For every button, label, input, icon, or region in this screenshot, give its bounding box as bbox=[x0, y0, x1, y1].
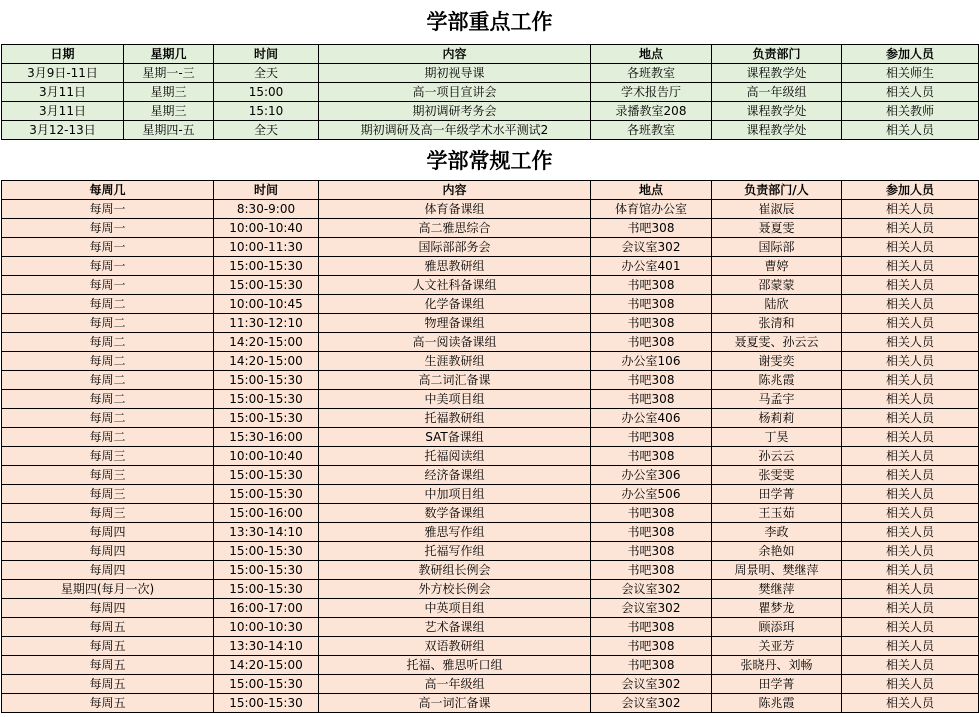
regular-table-cell: 高二雅思综合 bbox=[319, 219, 591, 238]
regular-table-cell: 相关人员 bbox=[842, 580, 979, 599]
regular-table-cell: 相关人员 bbox=[842, 390, 979, 409]
key-table-cell: 3月12-13日 bbox=[2, 121, 124, 140]
regular-table-cell: 相关人员 bbox=[842, 371, 979, 390]
key-table-cell: 学术报告厅 bbox=[591, 83, 712, 102]
key-table-cell: 高一项目宣讲会 bbox=[319, 83, 591, 102]
key-table-row bbox=[2, 121, 979, 140]
regular-table-cell: 丁昊 bbox=[712, 428, 842, 447]
regular-table-cell: 书吧308 bbox=[591, 390, 712, 409]
regular-table-cell: 每周五 bbox=[2, 656, 214, 675]
regular-table-cell: 书吧308 bbox=[591, 637, 712, 656]
key-table-cell: 15:00 bbox=[214, 83, 319, 102]
regular-table-row bbox=[2, 656, 979, 675]
regular-table-cell: 每周四 bbox=[2, 542, 214, 561]
key-table-cell: 课程教学处 bbox=[712, 121, 842, 140]
regular-table-cell: 15:00-15:30 bbox=[214, 561, 319, 580]
key-table-cell: 课程教学处 bbox=[712, 102, 842, 121]
regular-table-cell: 会议室302 bbox=[591, 599, 712, 618]
regular-table-cell: SAT备课组 bbox=[319, 428, 591, 447]
regular-table-cell: 15:00-15:30 bbox=[214, 466, 319, 485]
regular-table-cell: 高一阅读备课组 bbox=[319, 333, 591, 352]
regular-table-cell: 高一年级组 bbox=[319, 675, 591, 694]
regular-table-cell: 相关人员 bbox=[842, 314, 979, 333]
regular-table-cell: 每周二 bbox=[2, 390, 214, 409]
key-work-title: 学部重点工作 bbox=[426, 9, 553, 34]
regular-table-cell: 相关人员 bbox=[842, 599, 979, 618]
regular-table-cell: 书吧308 bbox=[591, 542, 712, 561]
regular-table-cell: 15:00-15:30 bbox=[214, 542, 319, 561]
regular-table-cell: 15:00-15:30 bbox=[214, 409, 319, 428]
regular-table-cell: 陆欣 bbox=[712, 295, 842, 314]
regular-table-cell: 相关人员 bbox=[842, 656, 979, 675]
regular-table-cell: 生涯教研组 bbox=[319, 352, 591, 371]
regular-table-cell: 15:00-15:30 bbox=[214, 675, 319, 694]
regular-table-cell: 每周一 bbox=[2, 257, 214, 276]
key-header-cell: 负责部门 bbox=[712, 45, 842, 64]
regular-table-cell: 每周四 bbox=[2, 599, 214, 618]
regular-table-cell: 相关人员 bbox=[842, 542, 979, 561]
regular-table-cell: 每周一 bbox=[2, 200, 214, 219]
regular-table-cell: 周景明、樊继萍 bbox=[712, 561, 842, 580]
regular-table-cell: 谢雯奕 bbox=[712, 352, 842, 371]
regular-table-cell: 每周一 bbox=[2, 276, 214, 295]
key-table-cell: 相关师生 bbox=[842, 64, 979, 83]
regular-work-table bbox=[1, 180, 979, 713]
regular-table-cell: 经济备课组 bbox=[319, 466, 591, 485]
regular-table-cell: 樊继萍 bbox=[712, 580, 842, 599]
regular-table-cell: 书吧308 bbox=[591, 523, 712, 542]
regular-table-row bbox=[2, 561, 979, 580]
regular-table-cell: 15:00-15:30 bbox=[214, 276, 319, 295]
regular-table-cell: 田学菁 bbox=[712, 485, 842, 504]
regular-table-cell: 教研组长例会 bbox=[319, 561, 591, 580]
key-table-cell: 相关人员 bbox=[842, 83, 979, 102]
regular-table-cell: 相关人员 bbox=[842, 523, 979, 542]
regular-table-cell: 聂夏雯、孙云云 bbox=[712, 333, 842, 352]
regular-table-cell: 体育备课组 bbox=[319, 200, 591, 219]
key-table-row bbox=[2, 102, 979, 121]
regular-table-cell: 办公室106 bbox=[591, 352, 712, 371]
regular-table-row bbox=[2, 580, 979, 599]
regular-table-cell: 张雯雯 bbox=[712, 466, 842, 485]
key-header-cell: 参加人员 bbox=[842, 45, 979, 64]
key-table-cell: 高一年级组 bbox=[712, 83, 842, 102]
regular-table-cell: 相关人员 bbox=[842, 504, 979, 523]
regular-table-row bbox=[2, 276, 979, 295]
regular-table-row bbox=[2, 447, 979, 466]
regular-table-cell: 书吧308 bbox=[591, 371, 712, 390]
regular-table-row bbox=[2, 371, 979, 390]
key-table-cell: 期初调研考务会 bbox=[319, 102, 591, 121]
regular-table-cell: 曹婷 bbox=[712, 257, 842, 276]
regular-table-row bbox=[2, 200, 979, 219]
key-table-cell: 全天 bbox=[214, 64, 319, 83]
regular-table-cell: 每周五 bbox=[2, 637, 214, 656]
regular-table-cell: 相关人员 bbox=[842, 466, 979, 485]
regular-table-row bbox=[2, 352, 979, 371]
regular-header-cell: 地点 bbox=[591, 181, 712, 200]
regular-table-cell: 10:00-10:45 bbox=[214, 295, 319, 314]
regular-table-cell: 艺术备课组 bbox=[319, 618, 591, 637]
regular-table-cell: 邵蒙蒙 bbox=[712, 276, 842, 295]
regular-table-row bbox=[2, 485, 979, 504]
regular-table-cell: 每周三 bbox=[2, 447, 214, 466]
regular-table-cell: 相关人员 bbox=[842, 295, 979, 314]
key-table-cell: 录播教室208 bbox=[591, 102, 712, 121]
key-table-cell: 星期三 bbox=[124, 102, 214, 121]
regular-header-cell: 内容 bbox=[319, 181, 591, 200]
regular-table-cell: 崔淑辰 bbox=[712, 200, 842, 219]
regular-table-cell: 相关人员 bbox=[842, 447, 979, 466]
regular-table-cell: 相关人员 bbox=[842, 618, 979, 637]
regular-table-row bbox=[2, 618, 979, 637]
regular-table-cell: 张清和 bbox=[712, 314, 842, 333]
regular-table-cell: 陈兆霞 bbox=[712, 371, 842, 390]
key-header-cell: 地点 bbox=[591, 45, 712, 64]
regular-table-cell: 15:00-15:30 bbox=[214, 694, 319, 713]
key-table-cell: 各班教室 bbox=[591, 64, 712, 83]
regular-table-cell: 书吧308 bbox=[591, 447, 712, 466]
regular-table-row bbox=[2, 504, 979, 523]
regular-table-cell: 书吧308 bbox=[591, 656, 712, 675]
regular-table-row bbox=[2, 409, 979, 428]
regular-table-row bbox=[2, 542, 979, 561]
regular-table-cell: 书吧308 bbox=[591, 333, 712, 352]
regular-table-cell: 雅思写作组 bbox=[319, 523, 591, 542]
regular-table-cell: 高一词汇备课 bbox=[319, 694, 591, 713]
regular-table-cell: 托福写作组 bbox=[319, 542, 591, 561]
regular-table-cell: 托福教研组 bbox=[319, 409, 591, 428]
key-table-cell: 星期四-五 bbox=[124, 121, 214, 140]
key-table-cell: 全天 bbox=[214, 121, 319, 140]
key-table-cell: 星期一-三 bbox=[124, 64, 214, 83]
regular-table-cell: 10:00-10:40 bbox=[214, 219, 319, 238]
regular-table-cell: 托福阅读组 bbox=[319, 447, 591, 466]
regular-table-cell: 13:30-14:10 bbox=[214, 637, 319, 656]
regular-header-cell: 每周几 bbox=[2, 181, 214, 200]
regular-table-cell: 相关人员 bbox=[842, 257, 979, 276]
regular-table-row bbox=[2, 295, 979, 314]
regular-table-cell: 相关人员 bbox=[842, 200, 979, 219]
regular-table-cell: 办公室401 bbox=[591, 257, 712, 276]
regular-header-cell: 负责部门/人 bbox=[712, 181, 842, 200]
regular-table-cell: 余艳如 bbox=[712, 542, 842, 561]
regular-table-cell: 14:20-15:00 bbox=[214, 656, 319, 675]
regular-table-row bbox=[2, 675, 979, 694]
regular-table-cell: 相关人员 bbox=[842, 694, 979, 713]
regular-table-cell: 办公室306 bbox=[591, 466, 712, 485]
regular-table-cell: 双语教研组 bbox=[319, 637, 591, 656]
regular-table-cell: 相关人员 bbox=[842, 561, 979, 580]
key-table-row bbox=[2, 83, 979, 102]
key-header-row bbox=[2, 45, 979, 64]
key-header-cell: 内容 bbox=[319, 45, 591, 64]
regular-table-cell: 每周一 bbox=[2, 238, 214, 257]
regular-table-cell: 书吧308 bbox=[591, 276, 712, 295]
regular-table-cell: 15:00-15:30 bbox=[214, 580, 319, 599]
regular-table-cell: 书吧308 bbox=[591, 219, 712, 238]
regular-table-cell: 会议室302 bbox=[591, 238, 712, 257]
regular-table-cell: 15:00-15:30 bbox=[214, 371, 319, 390]
regular-table-cell: 11:30-12:10 bbox=[214, 314, 319, 333]
key-table-cell: 星期三 bbox=[124, 83, 214, 102]
regular-table-cell: 每周二 bbox=[2, 409, 214, 428]
regular-table-cell: 书吧308 bbox=[591, 504, 712, 523]
regular-table-cell: 14:20-15:00 bbox=[214, 333, 319, 352]
key-table-cell: 3月11日 bbox=[2, 102, 124, 121]
regular-table-cell: 星期四(每月一次) bbox=[2, 580, 214, 599]
regular-table-cell: 关亚芳 bbox=[712, 637, 842, 656]
key-table-cell: 各班教室 bbox=[591, 121, 712, 140]
regular-table-cell: 化学备课组 bbox=[319, 295, 591, 314]
regular-table-cell: 相关人员 bbox=[842, 485, 979, 504]
regular-table-cell: 每周五 bbox=[2, 675, 214, 694]
regular-header-cell: 时间 bbox=[214, 181, 319, 200]
regular-table-cell: 杨莉莉 bbox=[712, 409, 842, 428]
key-header-cell: 星期几 bbox=[124, 45, 214, 64]
regular-table-cell: 国际部 bbox=[712, 238, 842, 257]
regular-table-cell: 国际部部务会 bbox=[319, 238, 591, 257]
key-work-table bbox=[1, 44, 979, 140]
key-table-cell: 15:10 bbox=[214, 102, 319, 121]
regular-table-cell: 每周四 bbox=[2, 523, 214, 542]
regular-table-cell: 10:00-11:30 bbox=[214, 238, 319, 257]
regular-table-cell: 每周一 bbox=[2, 219, 214, 238]
key-table-cell: 3月11日 bbox=[2, 83, 124, 102]
regular-table-cell: 每周五 bbox=[2, 618, 214, 637]
regular-table-row bbox=[2, 599, 979, 618]
regular-table-row bbox=[2, 637, 979, 656]
regular-table-cell: 每周三 bbox=[2, 485, 214, 504]
regular-table-cell: 相关人员 bbox=[842, 675, 979, 694]
regular-table-cell: 每周三 bbox=[2, 504, 214, 523]
regular-table-cell: 会议室302 bbox=[591, 675, 712, 694]
regular-table-cell: 每周二 bbox=[2, 295, 214, 314]
regular-table-cell: 马孟宇 bbox=[712, 390, 842, 409]
regular-table-cell: 相关人员 bbox=[842, 409, 979, 428]
regular-table-cell: 田学菁 bbox=[712, 675, 842, 694]
regular-table-cell: 会议室302 bbox=[591, 694, 712, 713]
regular-table-row bbox=[2, 314, 979, 333]
regular-table-cell: 书吧308 bbox=[591, 618, 712, 637]
regular-table-cell: 顾添珥 bbox=[712, 618, 842, 637]
regular-table-cell: 陈兆霞 bbox=[712, 694, 842, 713]
regular-table-cell: 高二词汇备课 bbox=[319, 371, 591, 390]
regular-table-cell: 10:00-10:30 bbox=[214, 618, 319, 637]
regular-table-cell: 聂夏雯 bbox=[712, 219, 842, 238]
regular-table-cell: 10:00-10:40 bbox=[214, 447, 319, 466]
regular-table-cell: 中加项目组 bbox=[319, 485, 591, 504]
regular-table-cell: 瞿梦龙 bbox=[712, 599, 842, 618]
regular-table-cell: 孙云云 bbox=[712, 447, 842, 466]
regular-table-cell: 张晓丹、刘畅 bbox=[712, 656, 842, 675]
regular-table-cell: 会议室302 bbox=[591, 580, 712, 599]
regular-table-row bbox=[2, 257, 979, 276]
regular-work-title: 学部常规工作 bbox=[426, 148, 553, 173]
regular-table-cell: 13:30-14:10 bbox=[214, 523, 319, 542]
regular-table-cell: 相关人员 bbox=[842, 238, 979, 257]
key-table-cell: 相关教师 bbox=[842, 102, 979, 121]
regular-table-cell: 相关人员 bbox=[842, 219, 979, 238]
regular-table-cell: 每周二 bbox=[2, 428, 214, 447]
regular-table-cell: 15:00-15:30 bbox=[214, 485, 319, 504]
regular-table-cell: 办公室406 bbox=[591, 409, 712, 428]
key-table-row bbox=[2, 64, 979, 83]
regular-table-cell: 相关人员 bbox=[842, 276, 979, 295]
key-table-cell: 课程教学处 bbox=[712, 64, 842, 83]
regular-table-cell: 相关人员 bbox=[842, 637, 979, 656]
regular-table-cell: 16:00-17:00 bbox=[214, 599, 319, 618]
regular-table-row bbox=[2, 333, 979, 352]
regular-table-cell: 每周二 bbox=[2, 352, 214, 371]
regular-table-cell: 15:00-15:30 bbox=[214, 390, 319, 409]
regular-table-cell: 相关人员 bbox=[842, 428, 979, 447]
key-table-cell: 相关人员 bbox=[842, 121, 979, 140]
regular-table-cell: 每周五 bbox=[2, 694, 214, 713]
regular-table-cell: 王玉茹 bbox=[712, 504, 842, 523]
regular-table-cell: 15:30-16:00 bbox=[214, 428, 319, 447]
regular-table-row bbox=[2, 466, 979, 485]
regular-table-cell: 14:20-15:00 bbox=[214, 352, 319, 371]
regular-header-cell: 参加人员 bbox=[842, 181, 979, 200]
regular-table-cell: 相关人员 bbox=[842, 352, 979, 371]
regular-table-cell: 办公室506 bbox=[591, 485, 712, 504]
regular-table-cell: 每周二 bbox=[2, 314, 214, 333]
regular-table-cell: 15:00-16:00 bbox=[214, 504, 319, 523]
regular-table-row bbox=[2, 390, 979, 409]
regular-table-row bbox=[2, 523, 979, 542]
regular-table-cell: 外方校长例会 bbox=[319, 580, 591, 599]
regular-table-row bbox=[2, 428, 979, 447]
key-table-cell: 期初调研及高一年级学术水平测试2 bbox=[319, 121, 591, 140]
regular-table-cell: 中美项目组 bbox=[319, 390, 591, 409]
regular-table-cell: 15:00-15:30 bbox=[214, 257, 319, 276]
regular-header-row bbox=[2, 181, 979, 200]
regular-table-cell: 书吧308 bbox=[591, 295, 712, 314]
regular-table-cell: 人文社科备课组 bbox=[319, 276, 591, 295]
regular-table-cell: 书吧308 bbox=[591, 428, 712, 447]
regular-table-cell: 8:30-9:00 bbox=[214, 200, 319, 219]
regular-table-cell: 体育馆办公室 bbox=[591, 200, 712, 219]
regular-table-cell: 书吧308 bbox=[591, 314, 712, 333]
regular-table-cell: 物理备课组 bbox=[319, 314, 591, 333]
regular-table-cell: 每周四 bbox=[2, 561, 214, 580]
regular-table-cell: 书吧308 bbox=[591, 561, 712, 580]
regular-table-row bbox=[2, 238, 979, 257]
key-table-cell: 期初视导课 bbox=[319, 64, 591, 83]
regular-table-cell: 雅思教研组 bbox=[319, 257, 591, 276]
regular-table-row bbox=[2, 694, 979, 713]
regular-table-cell: 数学备课组 bbox=[319, 504, 591, 523]
regular-table-cell: 每周二 bbox=[2, 333, 214, 352]
regular-table-row bbox=[2, 219, 979, 238]
regular-table-cell: 中英项目组 bbox=[319, 599, 591, 618]
regular-table-cell: 每周二 bbox=[2, 371, 214, 390]
key-header-cell: 时间 bbox=[214, 45, 319, 64]
regular-table-cell: 托福、雅思听口组 bbox=[319, 656, 591, 675]
regular-table-cell: 李政 bbox=[712, 523, 842, 542]
regular-table-cell: 每周三 bbox=[2, 466, 214, 485]
key-table-cell: 3月9日-11日 bbox=[2, 64, 124, 83]
key-header-cell: 日期 bbox=[2, 45, 124, 64]
regular-table-cell: 相关人员 bbox=[842, 333, 979, 352]
